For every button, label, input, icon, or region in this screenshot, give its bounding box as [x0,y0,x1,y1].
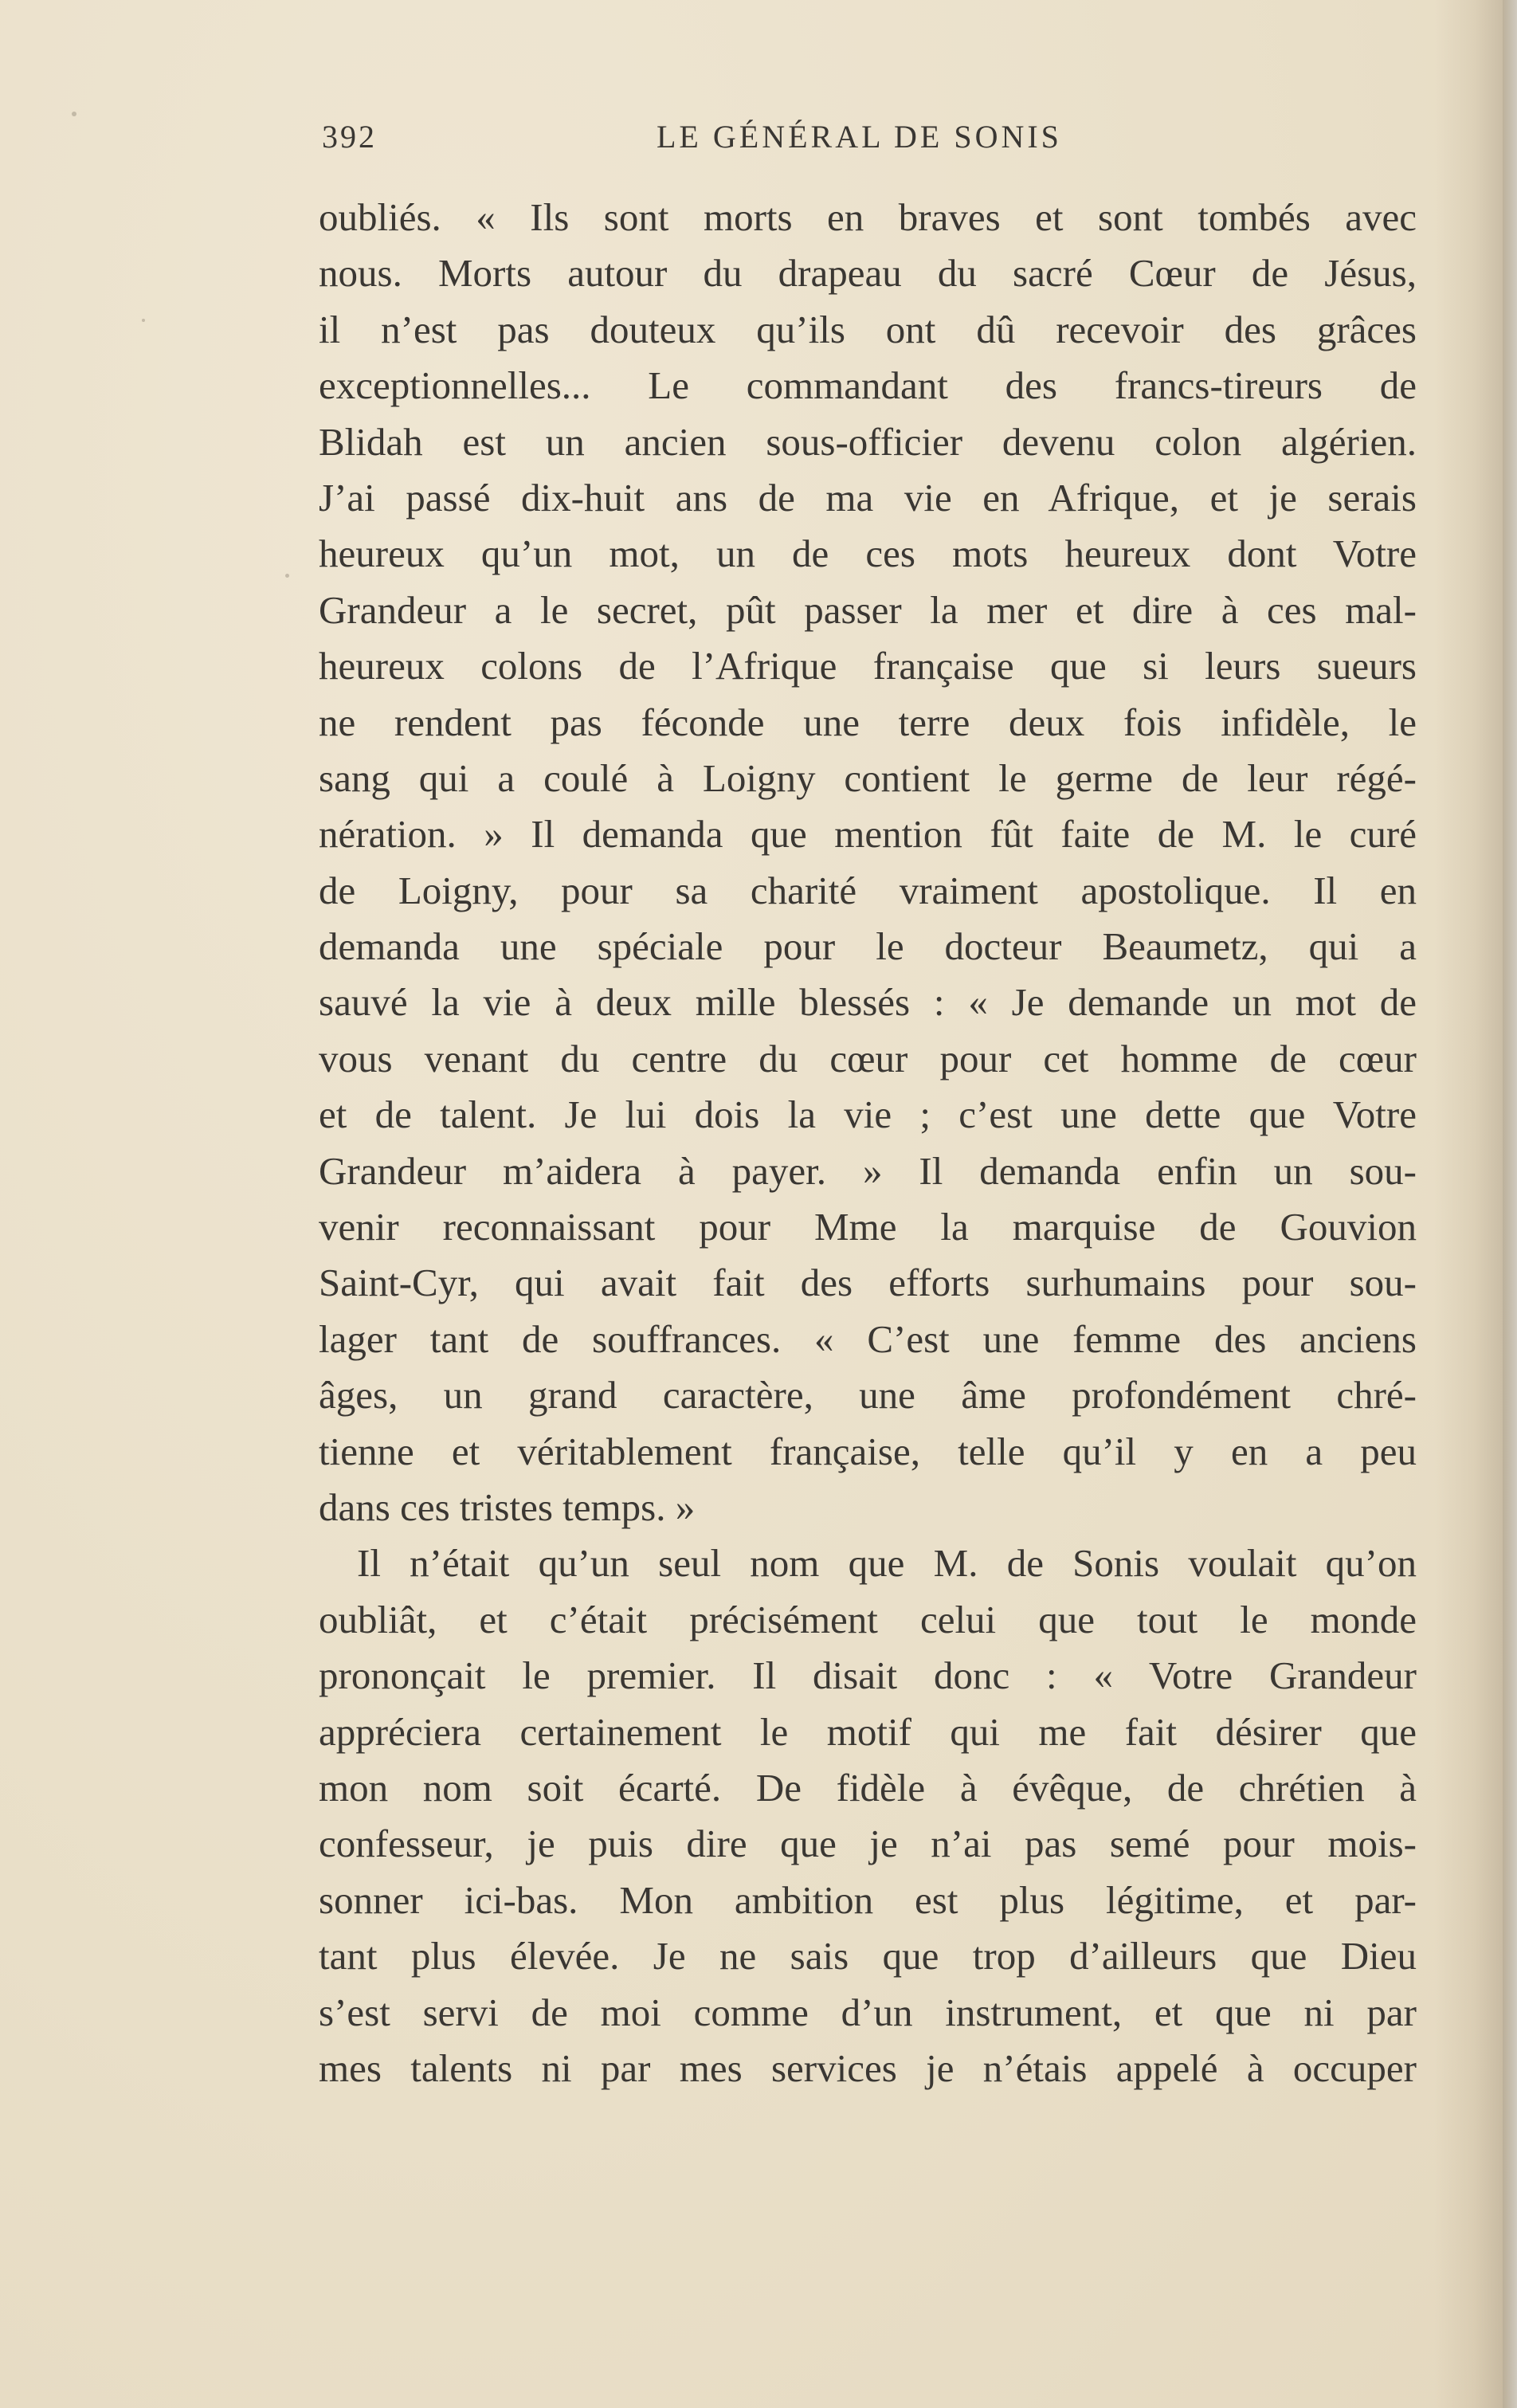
text-line: Grandeur a le secret, pût passer la mer et dire à ces mal- [319,587,1417,632]
text-line: mes talents ni par mes services je n’étais appelé à occuper [319,2045,1417,2090]
page-gutter-shadow [1503,0,1517,2408]
paper-speck [72,112,76,116]
text-line: appréciera certainement le motif qui me fait désirer que [319,1709,1417,1754]
text-line: prononçait le premier. Il disait donc : « Votre Grandeur [319,1653,1417,1698]
text-line: demanda une spéciale pour le docteur Beaumetz, qui a [319,924,1417,969]
text-line: venir reconnaissant pour Mme la marquise de Gouvion [319,1205,1417,1249]
text-line: vous venant du centre du cœur pour cet homme de cœur [319,1036,1417,1080]
body-text [319,190,1417,2096]
text-line: J’ai passé dix-huit ans de ma vie en Afrique, et je serais [319,475,1417,520]
page-number: 392 [322,119,377,155]
text-line: âges, un grand caractère, une âme profondément chré- [319,1373,1417,1418]
paper-speck [285,574,289,578]
text-line: oubliât, et c’était précisément celui que tout le monde [319,1597,1417,1641]
text-line: Grandeur m’aidera à payer. » Il demanda enfin un sou- [319,1148,1417,1193]
text-line: sang qui a coulé à Loigny contient le germe de leur régé- [319,755,1417,800]
text-line: nous. Morts autour du drapeau du sacré Cœur de Jésus, [319,251,1417,296]
text-line: Blidah est un ancien sous-officier devenu colon algérien. [319,419,1417,464]
text-line: nération. » Il demanda que mention fût faite de M. le curé [319,812,1417,857]
text-line: sauvé la vie à deux mille blessés : « Je demande un mot de [319,980,1417,1025]
text-line: confesseur, je puis dire que je n’ai pas semé pour mois- [319,1822,1417,1866]
text-line: heureux colons de l’Afrique française que si leurs sueurs [319,644,1417,688]
text-line: oubliés. « Ils sont morts en braves et sont tombés avec [319,195,1417,239]
text-line: s’est servi de moi comme d’un instrument, et que ni par [319,1990,1417,2034]
text-line: exceptionnelles... Le commandant des francs-tireurs de [319,363,1417,408]
text-line: Il n’était qu’un seul nom que M. de Sonis voulait qu’on [357,1541,1417,1586]
text-line: tienne et véritablement française, telle qu’il y en a peu [319,1429,1417,1473]
text-line: il n’est pas douteux qu’ils ont dû recevoir des grâces [319,307,1417,351]
paper-speck [142,319,145,322]
text-line: tant plus élevée. Je ne sais que trop d’ailleurs que Dieu [319,1934,1417,1979]
text-line: et de talent. Je lui dois la vie ; c’est une dette que Votre [319,1092,1417,1137]
text-line: sonner ici-bas. Mon ambition est plus légitime, et par- [319,1877,1417,1922]
running-title: LE GÉNÉRAL DE SONIS [657,119,1062,155]
text-line: heureux qu’un mot, un de ces mots heureux dont Votre [319,531,1417,576]
text-line: de Loigny, pour sa charité vraiment apostolique. Il en [319,868,1417,912]
running-header [322,118,1413,166]
text-line: dans ces tristes temps. » [319,1484,696,1529]
text-line: Saint-Cyr, qui avait fait des efforts surhumains pour sou- [319,1261,1417,1305]
text-line: mon nom soit écarté. De fidèle à évêque, de chrétien à [319,1765,1417,1810]
text-line: ne rendent pas féconde une terre deux fois infidèle, le [319,700,1417,744]
text-line: lager tant de souffrances. « C’est une femme des anciens [319,1316,1417,1361]
